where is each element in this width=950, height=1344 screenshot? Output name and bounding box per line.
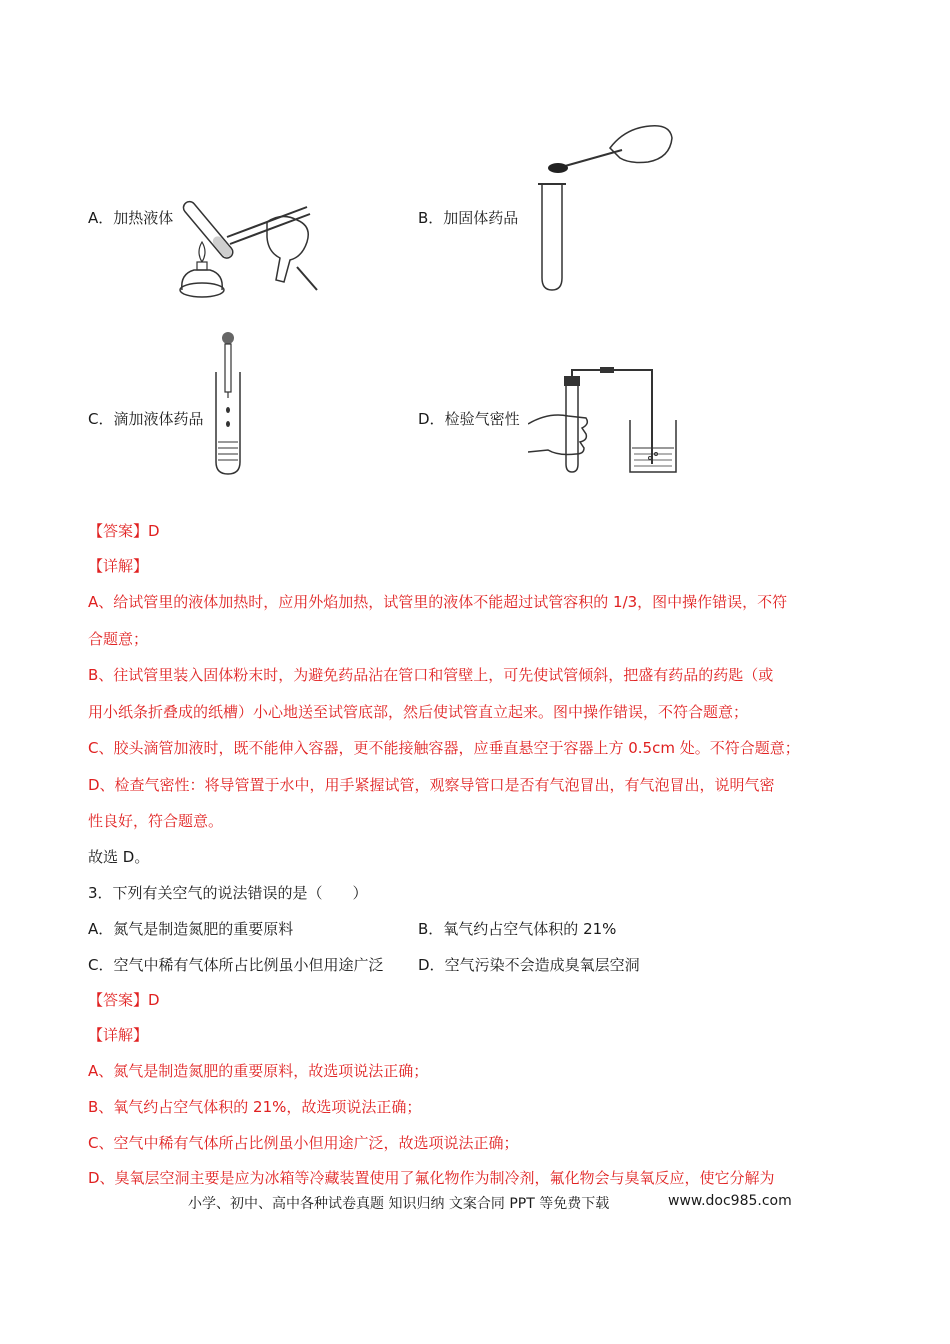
answer-line	[88, 989, 160, 1010]
answer-value: D	[148, 522, 160, 540]
option-text: 滴加液体药品	[113, 410, 204, 428]
option-letter: D．	[418, 956, 445, 974]
option-d	[418, 408, 520, 429]
option-text: 空气污染不会造成臭氧层空洞	[444, 956, 640, 974]
detail-label: 【详解】	[88, 557, 149, 575]
q3-option-b	[418, 918, 616, 939]
option-a	[88, 207, 173, 228]
answer-line	[88, 520, 160, 541]
answer-value: D	[148, 991, 160, 1009]
adding-solid-figure	[530, 118, 680, 296]
dropping-liquid-figure	[208, 330, 248, 478]
option-text: 加热液体	[113, 209, 174, 227]
detail-line: D、臭氧层空洞主要是应为冰箱等冷藏装置使用了氟化物作为制冷剂，氟化物会与臭氧反应，使它分解为	[88, 1169, 775, 1187]
option-text: 检验气密性	[444, 410, 520, 428]
option-text: 氮气是制造氮肥的重要原料	[113, 920, 294, 938]
detail-line: A、给试管里的液体加热时，应用外焰加热，试管里的液体不能超过试管容积的 1/3，图中操作错误，不符	[88, 593, 788, 611]
option-letter: D．	[418, 410, 445, 428]
detail-line: C、胶头滴管加液时，既不能伸入容器，更不能接触容器，应垂直悬空于容器上方 0.5cm 处。不符合题意；	[88, 739, 800, 757]
q3-option-a	[88, 918, 293, 939]
option-text: 氧气约占空气体积的 21%	[443, 920, 617, 938]
detail-line: 用小纸条折叠成的纸槽）小心地送至试管底部，然后使试管直立起来。图中操作错误，不符合题意；	[88, 703, 749, 721]
option-text: 空气中稀有气体所占比例虽小但用途广泛	[113, 956, 384, 974]
detail-line: A、氮气是制造氮肥的重要原料，故选项说法正确；	[88, 1062, 429, 1080]
q3-option-c	[88, 954, 384, 975]
option-letter: A．	[88, 209, 114, 227]
detail-line: 性良好，符合题意。	[88, 812, 224, 830]
option-letter: C．	[88, 410, 114, 428]
heating-liquid-figure	[172, 182, 332, 302]
answer-label: 【答案】	[88, 522, 149, 540]
detail-line: C、空气中稀有气体所占比例虽小但用途广泛，故选项说法正确；	[88, 1134, 519, 1152]
option-b	[418, 207, 518, 228]
detail-line: 合题意；	[88, 630, 149, 648]
detail-line: B、往试管里装入固体粉末时，为避免药品沾在管口和管壁上，可先使试管倾斜，把盛有药品的药匙（或	[88, 666, 774, 684]
option-letter: B．	[418, 209, 444, 227]
detail-line: B、氧气约占空气体积的 21%，故选项说法正确；	[88, 1098, 422, 1116]
question-stem: 3．下列有关空气的说法错误的是（ ）	[88, 884, 368, 902]
option-letter: A．	[88, 920, 114, 938]
option-text: 加固体药品	[443, 209, 519, 227]
option-letter: C．	[88, 956, 114, 974]
footer-text: 小学、初中、高中各种试卷真题 知识归纳 文案合同 PPT 等免费下载	[188, 1196, 610, 1212]
detail-line: D、检查气密性：将导管置于水中，用手紧握试管，观察导管口是否有气泡冒出，有气泡冒出，说明气密	[88, 776, 775, 794]
q3-option-d	[418, 954, 640, 975]
answer-label: 【答案】	[88, 991, 149, 1009]
detail-label: 【详解】	[88, 1026, 149, 1044]
airtightness-check-figure	[528, 364, 688, 476]
conclusion: 故选 D。	[88, 848, 150, 866]
option-c	[88, 408, 204, 429]
option-letter: B．	[418, 920, 444, 938]
footer-url[interactable]: www.doc985.com	[668, 1193, 792, 1209]
